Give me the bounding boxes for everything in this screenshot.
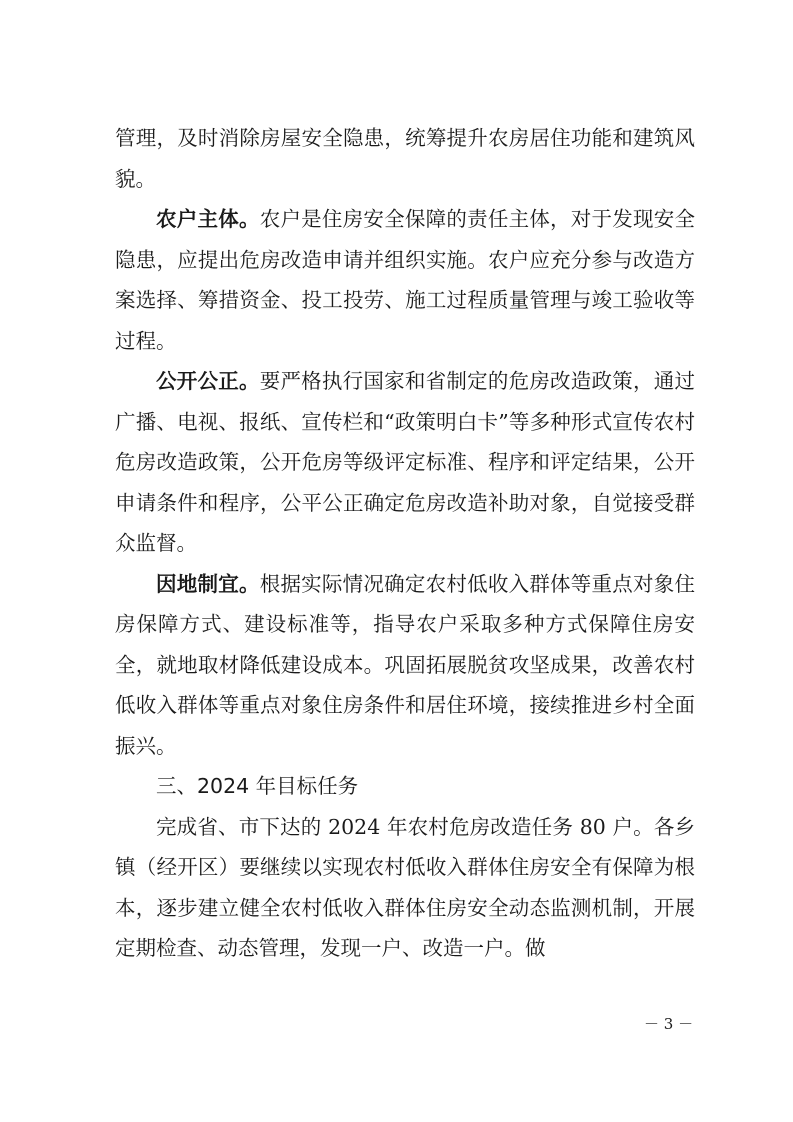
- paragraph-text: 根据实际情况确定农村低收入群体等重点对象住房保障方式、建设标准等，指导农户采取多种方式保障住房安全，就地取材降低建设成本。巩固拓展脱贫攻坚成果，改善农村低收入群体等重点对象住房条件和居住环境，接续推进乡村全面振兴。: [115, 571, 696, 758]
- page-number: － 3 －: [644, 1015, 694, 1033]
- paragraph-text: 管理，及时消除房屋安全隐患，统筹提升农房居住功能和建筑风貌。: [115, 126, 695, 191]
- document-body: [115, 118, 695, 969]
- paragraph-targets: [115, 807, 695, 969]
- paragraph-lead: 公开公正。: [156, 369, 260, 393]
- paragraph-farmer-subject: [115, 199, 695, 361]
- paragraph-lead: 因地制宜。: [156, 571, 260, 596]
- paragraph-local-conditions: [115, 564, 695, 767]
- section-heading: 三、2024 年目标任务: [156, 774, 359, 798]
- paragraph-continuation: [115, 118, 695, 199]
- paragraph-text: 农户是住房安全保障的责任主体，对于发现安全隐患，应提出危房改造申请并组织实施。农户应充分参与改造方案选择、筹措资金、投工投劳、施工过程质量管理与竣工验收等过程。: [115, 207, 696, 353]
- paragraph-text: 要严格执行国家和省制定的危房改造政策，通过广播、电视、报纸、宣传栏和“政策明白卡”等多种形式宣传农村危房改造政策，公开危房等级评定标准、程序和评定结果，公开申请条件和程序，公平公正确定危房改造补助对象，自觉接受群众监督。: [115, 369, 696, 555]
- paragraph-text: 完成省、市下达的 2024 年农村危房改造任务 80 户。各乡镇（经开区）要继续以实现农村低收入群体住房安全有保障为根本，逐步建立健全农村低收入群体住房安全动态监测机制，开展定期检查、动态管理，发现一户、改造一户。做: [115, 814, 695, 960]
- paragraph-lead: 农户主体。: [156, 207, 260, 231]
- paragraph-open-fair: [115, 361, 695, 564]
